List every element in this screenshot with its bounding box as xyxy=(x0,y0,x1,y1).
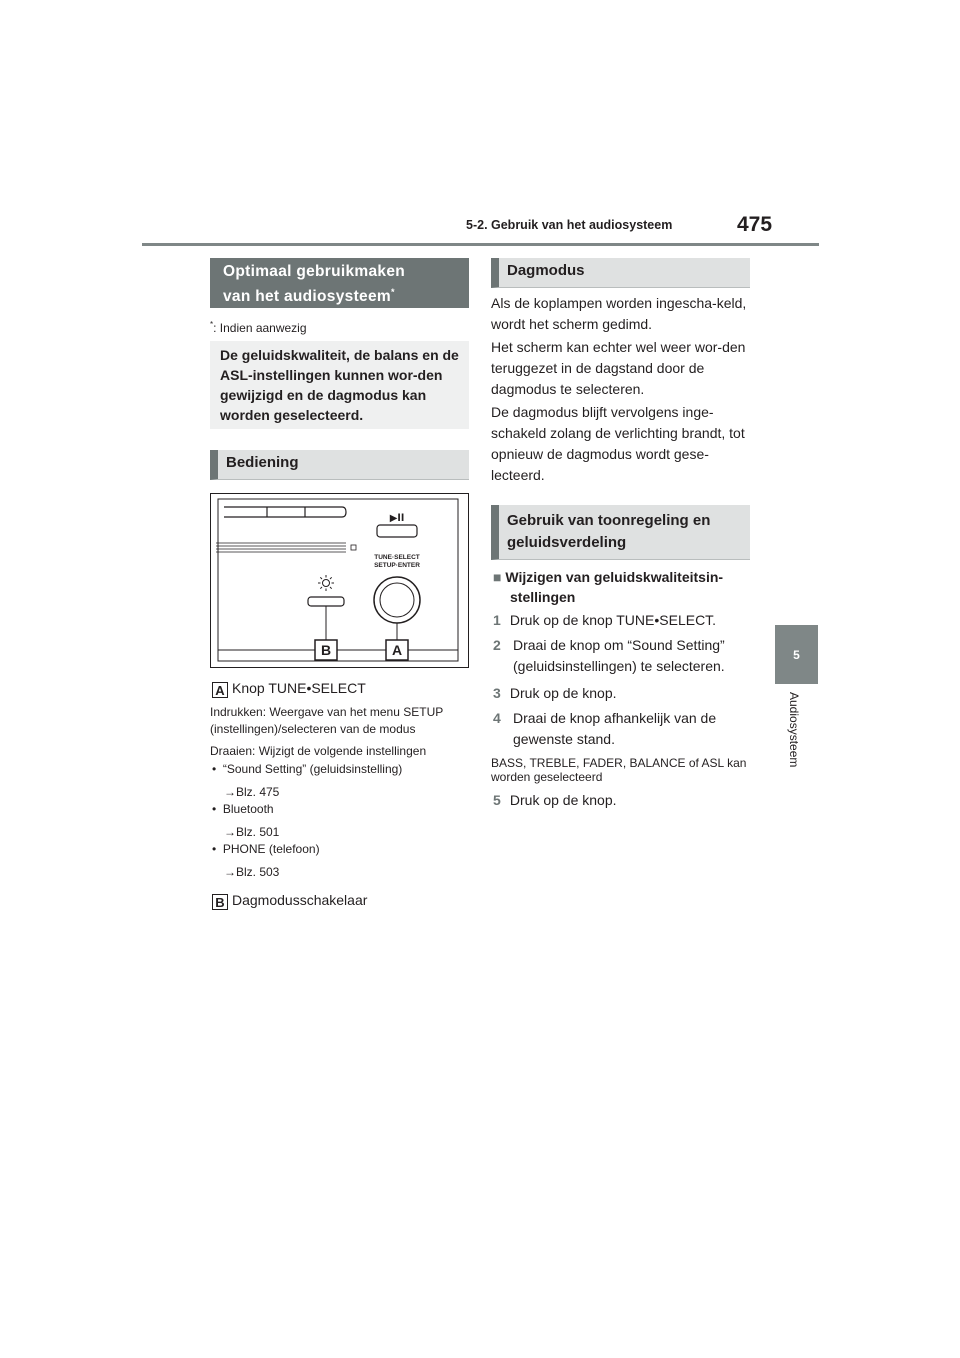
footnote xyxy=(210,320,307,335)
dagmodus-heading: Dagmodus xyxy=(491,258,750,288)
chapter-tab: 5 xyxy=(775,625,818,684)
step-text: Druk op de knop. xyxy=(509,685,617,701)
setting-name: “Sound Setting” (geluidsinstelling) xyxy=(222,762,403,776)
callout-a: A xyxy=(391,642,403,658)
footnote-text: : Indien aanwezig xyxy=(213,321,307,335)
step xyxy=(493,610,716,631)
step-text: Druk op de knop. xyxy=(509,792,617,808)
step-number: 1 xyxy=(493,612,501,628)
item-a xyxy=(212,680,366,698)
setup-enter-text: SETUP·ENTER xyxy=(374,562,420,569)
page-number: 475 xyxy=(737,213,773,236)
summary-box: De geluidskwaliteit, de balans en de ASL-instellingen kunnen wor-den gewijzigd en de dagmodus kan worden geselecteerd. xyxy=(210,341,469,429)
main-banner xyxy=(210,258,469,308)
control-panel-illustration xyxy=(210,493,469,668)
bediening-heading: Bediening xyxy=(210,450,469,480)
setting-item xyxy=(212,801,274,818)
bullet: • xyxy=(212,762,217,776)
page-reference: →Blz. 501 xyxy=(224,825,280,839)
page-reference: →Blz. 503 xyxy=(224,865,280,879)
step-text: Draai de knop afhankelijk van de gewenste stand. xyxy=(513,710,717,747)
step-number: 4 xyxy=(493,710,501,726)
item-a-label: A xyxy=(212,682,228,698)
play-pause-button[interactable] xyxy=(377,525,417,537)
day-mode-button[interactable] xyxy=(308,597,344,606)
item-b xyxy=(212,892,367,910)
banner-line1: Optimaal gebruikmaken xyxy=(223,263,406,280)
step-number: 5 xyxy=(493,792,501,808)
bullet: • xyxy=(212,842,217,856)
step-text: Draai de knop om “Sound Setting” (geluidsinstellingen) te selecteren. xyxy=(513,637,725,674)
tune-select-text: TUNE·SELECT xyxy=(374,554,420,561)
footnote-mark: * xyxy=(210,320,214,329)
item-b-label: B xyxy=(212,894,228,910)
setting-name: Bluetooth xyxy=(222,802,274,816)
banner-mark: * xyxy=(390,287,395,297)
setting-item xyxy=(212,841,320,858)
dagmodus-paragraph-3: De dagmodus blijft vervolgens inge-schakeld zolang de verlichting brandt, tot opnieuw de dagmodus wordt gese-lecteerd. xyxy=(491,404,745,483)
sub-title-line2: stellingen xyxy=(510,589,576,605)
control-panel-figure xyxy=(210,493,469,668)
step xyxy=(493,708,749,750)
callout-b: B xyxy=(320,642,332,658)
step-number: 3 xyxy=(493,685,501,701)
item-a-title: Knop TUNE•SELECT xyxy=(232,680,366,696)
toon-title-line1: Gebruik van toonregeling en xyxy=(507,512,711,529)
dagmodus-paragraph-2: Het scherm kan echter wel weer wor-den teruggezet in de dagstand door de dagmodus te selecteren. xyxy=(491,339,746,397)
play-pause-icon: ▶ll xyxy=(389,513,405,524)
turn-text: Draaien: Wijzigt de volgende instellingen xyxy=(210,744,427,758)
note-text: BASS, TREBLE, FADER, BALANCE of ASL kan worden geselecteerd xyxy=(491,756,747,784)
square-bullet-icon: ■ xyxy=(493,569,502,585)
section-title: 5-2. Gebruik van het audiosysteem xyxy=(466,218,673,232)
bullet: • xyxy=(212,802,217,816)
toon-title-line2: geluidsverdeling xyxy=(507,534,627,551)
toonregeling-heading xyxy=(491,505,750,560)
setting-name: PHONE (telefoon) xyxy=(222,842,320,856)
header-rule xyxy=(142,243,819,246)
page-reference: →Blz. 475 xyxy=(224,785,280,799)
step xyxy=(493,683,617,704)
chapter-label: Audiosysteem xyxy=(787,692,801,768)
step xyxy=(493,790,617,811)
step-number: 2 xyxy=(493,637,501,653)
step xyxy=(493,635,749,677)
setting-item xyxy=(212,761,402,778)
step-text: Druk op de knop TUNE•SELECT. xyxy=(509,612,717,628)
banner-line2: van het audiosysteem xyxy=(223,288,391,306)
sub-title-line1: Wijzigen van geluidskwaliteitsin- xyxy=(505,569,724,585)
dagmodus-paragraph-1: Als de koplampen worden ingescha-keld, wordt het scherm gedimd. xyxy=(491,295,747,332)
press-text: Indrukken: Weergave van het menu SETUP (instellingen)/selecteren van de modus xyxy=(210,705,444,736)
item-b-title: Dagmodusschakelaar xyxy=(232,892,368,908)
sub-heading xyxy=(493,567,723,607)
